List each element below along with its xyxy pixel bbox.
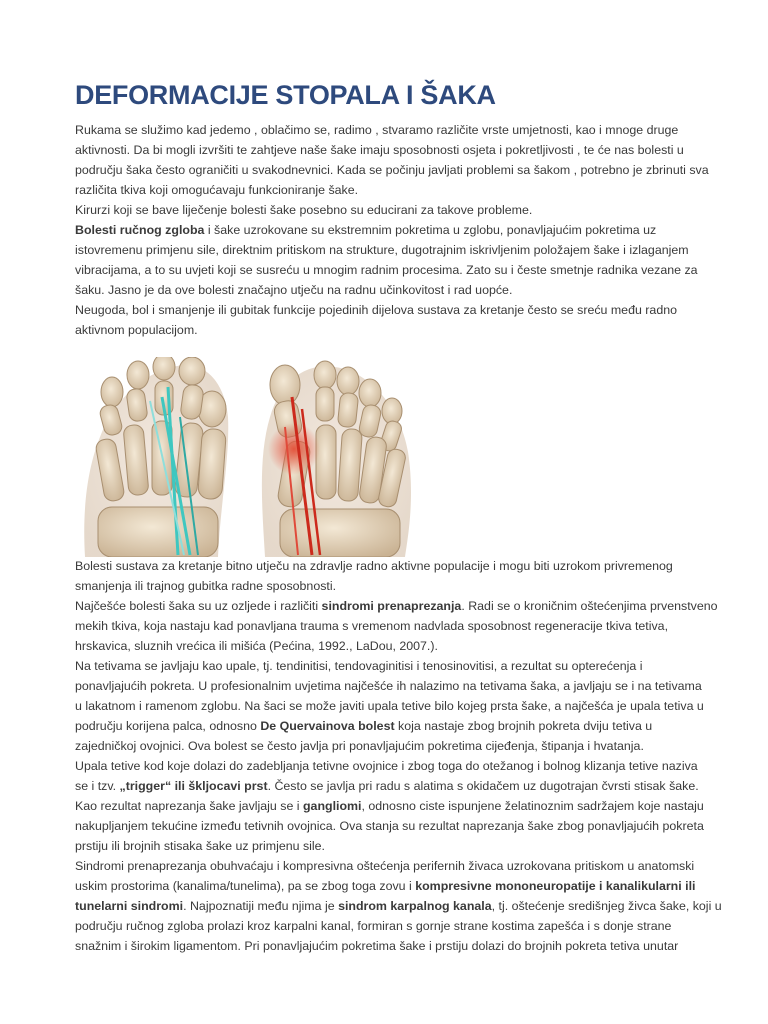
paragraph [75, 656, 722, 756]
text-line [75, 876, 722, 896]
text-line [75, 916, 722, 936]
paragraph [75, 220, 709, 300]
bold-term: De Quervainova bolest [260, 719, 395, 733]
text-line [75, 836, 722, 856]
text-line [75, 776, 722, 796]
text-run: mekih tkiva, koja nastaju kad ponavljana trauma s vremenom nadvlada sposobnost regeneracije tkiva tetiva, [75, 619, 669, 633]
text-run: Rukama se služimo kad jedemo , oblačimo se, radimo , stvaramo različite vrste umjetnosti, kao i mnoge druge [75, 123, 679, 137]
text-run: Najčešće bolesti šaka su uz ozljede i različiti [75, 599, 322, 613]
text-line [75, 896, 722, 916]
text-run: vibracijama, a to su uvjeti koji se susreću u mnogim radnim procesima. Zato su i česte smetnje radnika vezane za [75, 263, 698, 277]
text-run: aktivnosti. Da bi mogli izvršiti te zahtjeve naše šake imaju sposobnosti osjeta i pokretljivosti , te će nas bolesti u [75, 143, 684, 157]
text-run: području šaka često ograničiti u svakodnevnici. Kada se počinju javljati problemi sa šakom , potrebno je zbrinuti sva [75, 163, 709, 177]
text-line [75, 636, 722, 656]
paragraph [75, 556, 722, 596]
text-line [75, 856, 722, 876]
text-run: šaku. Jasno je da ove bolesti značajno utječu na radnu učinkovitost i rad uopće. [75, 283, 513, 297]
bold-term: tunelarni sindromi [75, 899, 184, 913]
page-title: DEFORMACIJE STOPALA I ŠAKA [75, 80, 496, 110]
text-run: uskim prostorima (kanalima/tunelima), pa se zbog toga zovu i [75, 879, 416, 893]
text-line [75, 596, 722, 616]
text-run: zajedničkoj ovojnici. Ova bolest se često javlja pri ponavljajućim pokretima cijeđenja, štipanja i hvatanja. [75, 739, 644, 753]
bold-term: kompresivne mononeuropatije i kanalikularni ili [415, 879, 696, 893]
text-run: nakupljanjem tekućine između tetivnih ovojnica. Ova stanja su rezultat naprezanja šake zbog ponavljajućih pokreta [75, 819, 704, 833]
text-line [75, 260, 709, 280]
bold-term: „trigger“ ili škljocavi prst [119, 779, 268, 793]
text-line [75, 320, 709, 340]
text-line [75, 300, 709, 320]
text-run: istovremenu primjenu sile, direktnim pritiskom na strukture, dugotrajnim iskrivljenim položajem šake i izlaganjem [75, 243, 689, 257]
text-run: , tj. oštećenje središnjeg živca šake, koji u [491, 899, 722, 913]
bold-term: sindromi prenaprezanja [321, 599, 462, 613]
paragraph [75, 200, 709, 220]
text-line [75, 656, 722, 676]
text-run: snažnim i širokim ligamentom. Pri ponavljajućim pokretima šake i prstiju dolazi do brojnih pokreta tetiva unutar [75, 939, 679, 953]
left-foot-drawing [84, 357, 228, 557]
text-line [75, 576, 722, 596]
text-line [75, 120, 709, 140]
text-run: . Radi se o kroničnim oštećenjima prvenstveno [461, 599, 718, 613]
text-run: području korijena palca, odnosno [75, 719, 261, 733]
text-line [75, 756, 722, 776]
text-run: smanjenja ili trajnog gubitka radne sposobnosti. [75, 579, 337, 593]
paragraph [75, 596, 722, 656]
text-line [75, 936, 722, 956]
feet-anatomy-illustration [80, 357, 420, 557]
text-run: u lakatnom i ramenom zglobu. Na šaci se može javiti upala tetive bilo kojeg prsta šake, a najčešća je upala tetiva u [75, 699, 704, 713]
text-line [75, 816, 722, 836]
paragraph [75, 756, 722, 796]
text-run: Bolesti sustava za kretanje bitno utječu na zdravlje radno aktivne populacije i mogu biti uzrokom privremenog [75, 559, 673, 573]
text-line [75, 180, 709, 200]
text-run: Neugoda, bol i smanjenje ili gubitak funkcije pojedinih dijelova sustava za kretanje često se sreću među radno [75, 303, 677, 317]
text-run: . Često se javlja pri radu s alatima s okidačem uz dugotrajan čvrsti stisak šake. [267, 779, 699, 793]
paragraph [75, 120, 709, 200]
text-line [75, 796, 722, 816]
text-line [75, 676, 722, 696]
text-line [75, 736, 722, 756]
text-run: Kirurzi koji se bave liječenje bolesti šake posebno su educirani za takove probleme. [75, 203, 533, 217]
text-run: prstiju ili brojnih stisaka šake uz primjenu sile. [75, 839, 325, 853]
text-run: i šake uzrokovane su ekstremnim pokretima u zglobu, ponavljajućim pokretima uz [204, 223, 657, 237]
text-run: Kao rezultat naprezanja šake javljaju se i [75, 799, 303, 813]
bold-term: sindrom karpalnog kanala [338, 899, 492, 913]
bold-term: Bolesti ručnog zgloba [75, 223, 205, 237]
text-line [75, 220, 709, 240]
right-foot-drawing [262, 361, 411, 557]
text-line [75, 200, 709, 220]
text-line [75, 160, 709, 180]
text-line [75, 616, 722, 636]
text-run: različita tkiva koji omogućavaju funkcioniranje šake. [75, 183, 359, 197]
paragraph [75, 796, 722, 856]
text-run: području ručnog zgloba prolazi kroz karpalni kanal, formiran s gornje strane kostima zapešća i s donje strane [75, 919, 672, 933]
text-line [75, 696, 722, 716]
bold-term: gangliomi [302, 799, 362, 813]
text-run: koja nastaje zbog brojnih pokreta dviju tetiva u [394, 719, 653, 733]
text-run: . Najpoznatiji među njima je [183, 899, 339, 913]
text-line [75, 240, 709, 260]
intro-text-block [75, 120, 709, 340]
text-line [75, 716, 722, 736]
paragraph [75, 300, 709, 340]
text-run: aktivnom populacijom. [75, 323, 198, 337]
text-run: Upala tetive kod koje dolazi do zadebljanja tetivne ovojnice i zbog toga do otežanog i bolnog klizanja tetive naziva [75, 759, 698, 773]
text-run: se i tzv. [75, 779, 120, 793]
main-text-block [75, 556, 722, 956]
text-run: Sindromi prenaprezanja obuhvaćaju i kompresivna oštećenja perifernih živaca uzrokovana pritiskom u anatomski [75, 859, 695, 873]
paragraph [75, 856, 722, 956]
text-run: Na tetivama se javljaju kao upale, tj. tendinitisi, tendovaginitisi i tenosinovitisi, a rezultat su opterećenja i [75, 659, 643, 673]
text-run: , odnosno ciste ispunjene želatinoznim sadržajem koje nastaju [361, 799, 704, 813]
text-line [75, 556, 722, 576]
text-run: hrskavica, sluznih vrećica ili mišića (Pećina, 1992., LaDou, 2007.). [75, 639, 438, 653]
text-line [75, 140, 709, 160]
text-line [75, 280, 709, 300]
text-run: ponavljajućih pokreta. U profesionalnim uvjetima najčešće ih nalazimo na tetivama šaka, a javljaju se i na tetivama [75, 679, 702, 693]
